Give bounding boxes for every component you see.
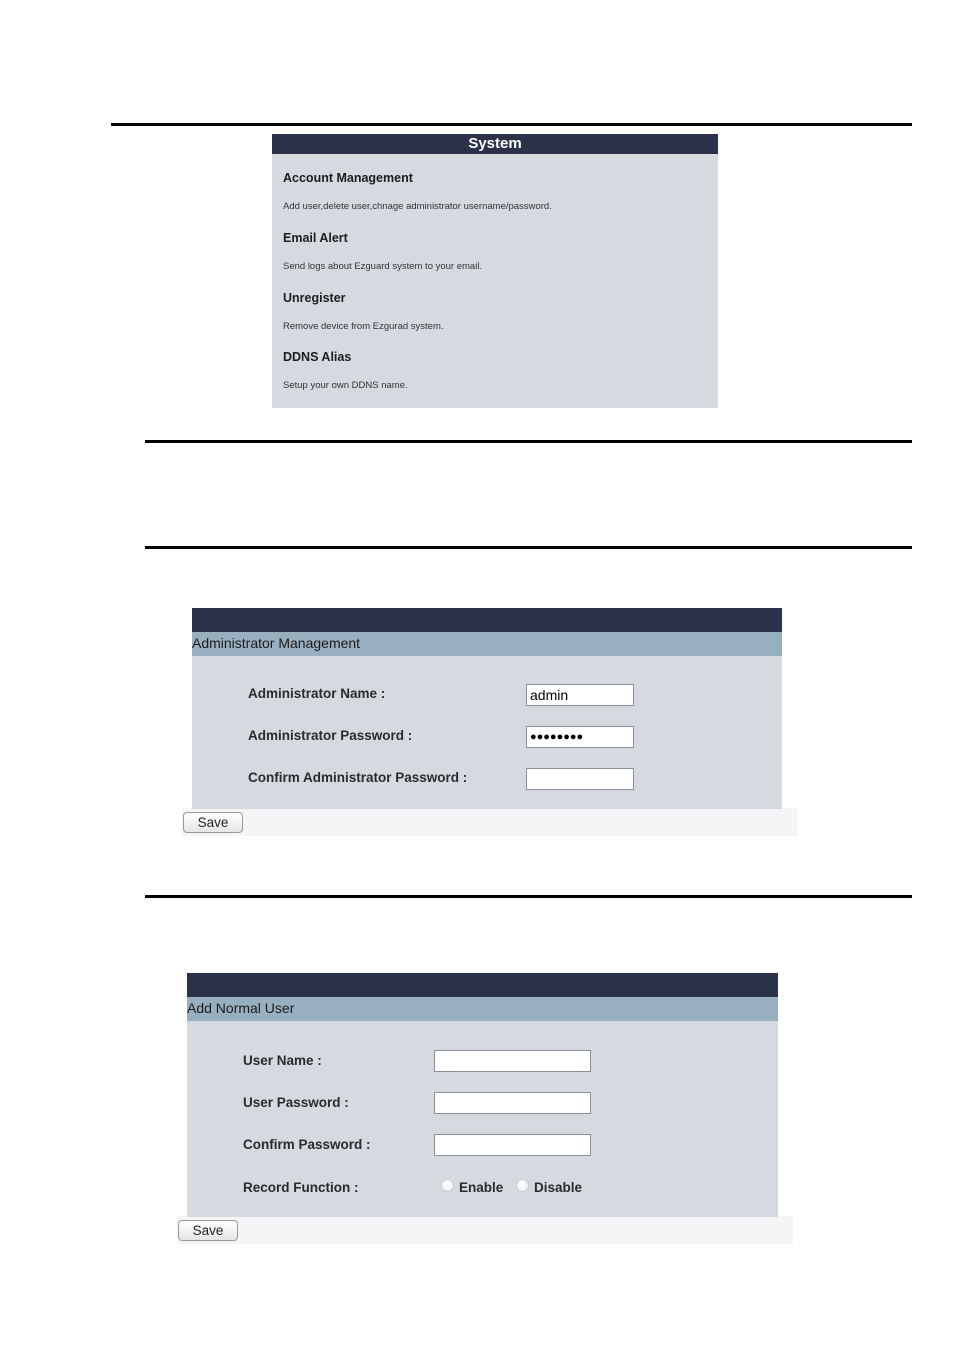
user-save-button[interactable]: Save xyxy=(178,1220,238,1241)
menu-item-account-management[interactable] xyxy=(283,171,552,212)
user-form-bg xyxy=(177,1216,793,1244)
add-normal-user-form xyxy=(187,973,778,1217)
system-panel xyxy=(272,134,718,408)
menu-item-title[interactable]: Unregister xyxy=(283,291,346,305)
admin-password-label: Administrator Password : xyxy=(248,728,413,743)
disable-radio[interactable] xyxy=(516,1179,529,1192)
form-title: Administrator Management xyxy=(192,632,782,656)
section-divider-3 xyxy=(145,895,912,898)
user-password-input[interactable] xyxy=(434,1092,591,1114)
disable-label[interactable]: Disable xyxy=(534,1180,583,1195)
menu-item-desc: Send logs about Ezguard system to your email. xyxy=(283,261,483,272)
menu-item-desc: Setup your own DDNS name. xyxy=(283,380,408,391)
admin-name-label: Administrator Name : xyxy=(248,686,386,701)
enable-label[interactable]: Enable xyxy=(459,1180,504,1195)
form-title: Add Normal User xyxy=(187,997,778,1021)
menu-item-desc: Add user,delete user,chnage administrator username/password. xyxy=(283,201,552,212)
menu-item-title[interactable]: DDNS Alias xyxy=(283,350,352,364)
menu-item-ddns-alias[interactable] xyxy=(283,350,408,391)
admin-confirm-label: Confirm Administrator Password : xyxy=(248,770,468,785)
admin-save-button[interactable]: Save xyxy=(183,812,243,833)
username-input[interactable] xyxy=(434,1050,591,1072)
system-panel-title: System xyxy=(272,134,718,154)
user-confirm-label: Confirm Password : xyxy=(243,1137,371,1152)
username-label: User Name : xyxy=(243,1053,322,1068)
menu-item-title[interactable]: Account Management xyxy=(283,171,413,185)
record-function-label: Record Function : xyxy=(243,1180,359,1195)
form-header-bar xyxy=(187,973,778,997)
user-confirm-input[interactable] xyxy=(434,1134,591,1156)
section-divider-1 xyxy=(145,440,912,443)
menu-item-email-alert[interactable] xyxy=(283,231,482,272)
admin-form-bg xyxy=(182,808,798,836)
admin-management-form xyxy=(192,608,782,809)
admin-confirm-input[interactable] xyxy=(526,768,634,790)
section-divider-2 xyxy=(145,546,912,549)
enable-radio[interactable] xyxy=(441,1179,454,1192)
menu-item-unregister[interactable] xyxy=(283,291,444,332)
admin-name-input[interactable]: admin xyxy=(526,684,634,706)
admin-password-input[interactable]: ●●●●●●●● xyxy=(526,726,634,748)
user-password-label: User Password : xyxy=(243,1095,349,1110)
form-header-bar xyxy=(192,608,782,632)
menu-item-title[interactable]: Email Alert xyxy=(283,231,348,245)
menu-item-desc: Remove device from Ezgurad system. xyxy=(283,321,444,332)
top-divider xyxy=(111,123,912,126)
